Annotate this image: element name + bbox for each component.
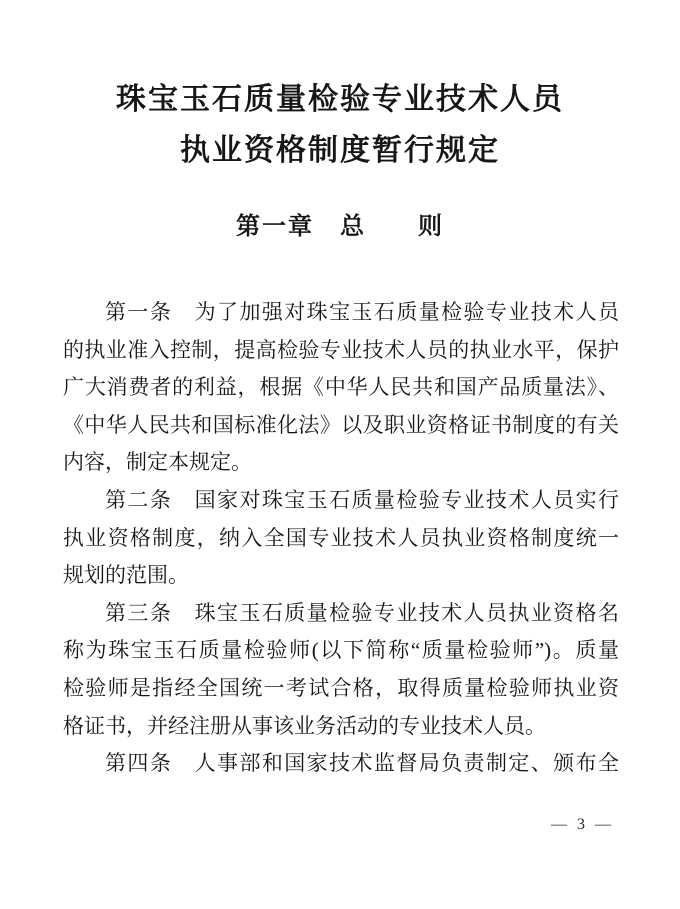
- document-body: [63, 294, 619, 783]
- body-line: 第一条 为了加强对珠宝玉石质量检验专业技术人员: [105, 300, 619, 324]
- body-line: 执业资格制度，纳入全国专业技术人员执业资格制度统一: [63, 525, 619, 550]
- chapter-heading: 第一章 总 则: [236, 213, 444, 240]
- body-line: 称为珠宝玉石质量检验师(以下简称“质量检验师”)。质量: [63, 638, 619, 663]
- document-title-line-2: 执业资格制度暂行规定: [180, 134, 500, 167]
- body-line: 《中华人民共和国标准化法》以及职业资格证书制度的有关: [63, 412, 619, 437]
- body-line: 第四条 人事部和国家技术监督局负责制定、颁布全: [105, 751, 619, 776]
- body-line: 检验师是指经全国统一考试合格，取得质量检验师执业资: [63, 675, 619, 700]
- body-line: 第二条 国家对珠宝玉石质量检验专业技术人员实行: [105, 487, 619, 512]
- document-title-line-1: 珠宝玉石质量检验专业技术人员: [116, 83, 564, 116]
- body-line: 规划的范围。: [63, 563, 189, 588]
- body-line: 广大消费者的利益，根据《中华人民共和国产品质量法》、: [63, 375, 619, 400]
- body-line: 内容，制定本规定。: [63, 450, 252, 475]
- body-line: 第三条 珠宝玉石质量检验专业技术人员执业资格名: [105, 600, 619, 625]
- body-line: 格证书，并经注册从事该业务活动的专业技术人员。: [63, 713, 546, 738]
- page-number: — 3 —: [551, 816, 614, 833]
- body-line: 的执业准入控制，提高检验专业技术人员的执业水平，保护: [63, 337, 619, 362]
- document-title: [0, 74, 680, 176]
